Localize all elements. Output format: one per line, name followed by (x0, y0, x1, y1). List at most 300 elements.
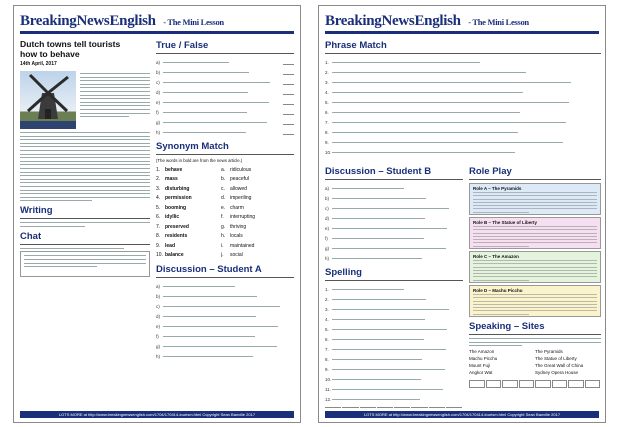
discussion-b-item (325, 243, 463, 253)
phrase-match-item (325, 97, 601, 107)
spelling-item (325, 324, 463, 334)
text-line (332, 72, 526, 73)
text-line (332, 152, 515, 153)
spelling-item-label: 10. (325, 376, 332, 382)
text-line (332, 198, 426, 199)
text-line (20, 172, 150, 173)
text-line (24, 259, 146, 260)
section-heading-true-false: True / False (156, 40, 209, 51)
discussion-b-item (325, 193, 463, 203)
true-false-item-text (163, 122, 283, 123)
phrase-match-item-label: 4. (325, 89, 329, 95)
discussion-b-list (325, 183, 463, 263)
spelling-item-text (332, 339, 463, 340)
discussion-b-item-text (332, 228, 463, 229)
text-line (473, 192, 597, 193)
discussion-b-item-label: e) (325, 225, 330, 231)
text-line (163, 102, 269, 103)
article-title: Dutch towns tell tourists how to behave (20, 39, 121, 59)
speaking-site: The Statue of Liberty (535, 355, 577, 361)
section-heading-discussion-b: Discussion – Student B (325, 166, 432, 177)
spelling-item-text (332, 379, 463, 380)
answer-blank[interactable] (283, 59, 294, 65)
synonym-table (156, 165, 294, 260)
discussion-a-item (156, 281, 294, 291)
text-line (163, 62, 229, 63)
synonym-number: 4. (156, 195, 161, 202)
text-line (163, 132, 246, 133)
synonym-row (156, 251, 294, 261)
synonym-number: 6. (156, 214, 161, 221)
synonym-match: thriving (230, 223, 247, 230)
discussion-b-item (325, 233, 463, 243)
phrase-match-item-text (332, 122, 601, 123)
phrase-match-item-label: 8. (325, 129, 329, 135)
text-line (163, 356, 253, 357)
text-line (332, 349, 446, 350)
text-line (332, 92, 523, 93)
phrase-match-item (325, 147, 601, 157)
synonym-match: social (230, 252, 243, 259)
true-false-item (156, 67, 294, 77)
synonym-row (156, 203, 294, 213)
text-line (473, 239, 597, 240)
role-card (469, 183, 601, 215)
discussion-b-item-label: b) (325, 195, 330, 201)
role-play-cards (469, 183, 601, 317)
text-line (80, 84, 150, 85)
text-line (163, 286, 235, 287)
discussion-b-item-label: d) (325, 215, 330, 221)
text-line (163, 346, 277, 347)
phrase-match-item-text (332, 142, 601, 143)
synonym-word: permission (165, 195, 192, 202)
lesson-page-1 (13, 5, 301, 423)
discussion-a-item (156, 291, 294, 301)
synonym-match: peaceful (230, 176, 249, 183)
discussion-a-item-text (163, 316, 294, 317)
text-line (473, 246, 529, 247)
text-line (332, 188, 404, 189)
synonym-match: locals (230, 233, 243, 240)
text-line (163, 122, 267, 123)
answer-blank[interactable] (283, 69, 294, 75)
synonym-match: imperiling (230, 195, 252, 202)
answer-blank[interactable] (283, 109, 294, 115)
text-line (80, 98, 150, 99)
role-title: Role D – Machu Picchu (473, 288, 523, 293)
text-line (473, 260, 597, 261)
synonym-word: disturbing (165, 185, 190, 192)
spelling-item-text (332, 349, 463, 350)
text-line (332, 369, 445, 370)
phrase-match-item-label: 5. (325, 99, 329, 105)
synonym-letter: a. (221, 166, 226, 173)
synonym-word: idyllic (165, 214, 180, 221)
synonym-match: allowed (230, 185, 247, 192)
text-line (332, 82, 571, 83)
text-line (473, 307, 597, 308)
synonym-row (156, 241, 294, 251)
right-lower-column (469, 162, 601, 408)
text-line (20, 154, 150, 155)
true-false-item-label: b) (156, 69, 161, 75)
role-title: Role A – The Pyramids (473, 186, 522, 191)
text-line (20, 222, 150, 223)
text-line (332, 142, 563, 143)
discussion-a-item (156, 341, 294, 351)
spelling-item-label: 2. (325, 296, 329, 302)
discussion-b-item-text (332, 238, 463, 239)
text-line (80, 80, 150, 81)
discussion-a-item-text (163, 346, 294, 347)
text-line (80, 95, 150, 96)
phrase-match-list (325, 57, 601, 157)
text-line (20, 190, 150, 191)
text-line (473, 208, 597, 209)
exercise-column (156, 38, 294, 408)
phrase-match-item-text (332, 82, 601, 83)
text-line (20, 175, 150, 176)
windmill-photo (20, 71, 76, 129)
discussion-b-item (325, 183, 463, 193)
text-line (332, 309, 449, 310)
discussion-a-item-label: b) (156, 293, 161, 299)
text-line (20, 179, 150, 180)
discussion-b-item (325, 213, 463, 223)
text-line (80, 77, 150, 78)
text-line (20, 164, 150, 165)
phrase-match-section (325, 38, 601, 160)
spelling-item (325, 364, 463, 374)
speaking-instructions (469, 338, 601, 346)
discussion-a-item-label: h) (156, 353, 161, 359)
phrase-match-item-label: 7. (325, 119, 329, 125)
section-heading-role-play: Role Play (469, 166, 512, 177)
text-line (332, 258, 422, 259)
text-line (20, 139, 150, 140)
left-lower-column (325, 162, 463, 408)
text-line (332, 132, 518, 133)
text-line (20, 182, 150, 183)
discussion-a-item-label: a) (156, 283, 161, 289)
answer-blank[interactable] (283, 129, 294, 135)
text-line (473, 297, 597, 298)
phrase-match-item-text (332, 102, 601, 103)
discussion-b-item (325, 203, 463, 213)
discussion-a-item-label: g) (156, 343, 161, 349)
spelling-item (325, 304, 463, 314)
true-false-item (156, 57, 294, 67)
spelling-item-text (332, 369, 463, 370)
spelling-item-label: 5. (325, 326, 329, 332)
synonym-number: 10. (156, 252, 163, 259)
text-line (163, 72, 249, 73)
discussion-a-item (156, 321, 294, 331)
discussion-a-item-text (163, 356, 294, 357)
article-column (20, 38, 150, 408)
windmill-icon (20, 71, 76, 129)
text-line (163, 306, 280, 307)
discussion-a-item-text (163, 326, 294, 327)
text-line (163, 82, 270, 83)
synonym-letter: b. (221, 176, 226, 183)
speaking-site: The Great Wall of China (535, 362, 584, 368)
synonym-match: interrupting (230, 214, 256, 221)
speaking-sites-list (469, 349, 601, 377)
true-false-item (156, 77, 294, 87)
true-false-list (156, 57, 294, 137)
synonym-row (156, 232, 294, 242)
discussion-a-item-label: d) (156, 313, 161, 319)
text-line (80, 109, 150, 110)
synonym-word: mass (165, 176, 178, 183)
synonym-number: 9. (156, 242, 161, 249)
phrase-match-item (325, 137, 601, 147)
text-line (20, 186, 150, 187)
section-heading-phrase-match: Phrase Match (325, 40, 387, 51)
discussion-b-item-text (332, 248, 463, 249)
text-line (332, 228, 447, 229)
spelling-item-text (332, 289, 463, 290)
text-line (473, 310, 597, 311)
text-line (332, 319, 425, 320)
discussion-b-item-text (332, 208, 463, 209)
text-line (332, 122, 566, 123)
text-line (473, 301, 597, 302)
section-heading-spelling: Spelling (325, 267, 362, 278)
synonym-match: charm (230, 204, 244, 211)
text-line (163, 296, 257, 297)
text-line (473, 212, 529, 213)
answer-table (325, 407, 463, 408)
text-line (332, 112, 520, 113)
synonym-letter: i. (221, 242, 224, 249)
synonym-row (156, 165, 294, 175)
discussion-b-item-label: f) (325, 235, 328, 241)
article-text-block (76, 71, 150, 129)
section-heading-synonym: Synonym Match (156, 141, 229, 152)
text-line (20, 157, 150, 158)
true-false-item (156, 127, 294, 137)
true-false-item-label: e) (156, 99, 161, 105)
answer-blank[interactable] (283, 99, 294, 105)
discussion-a-list (156, 281, 294, 361)
discussion-a-item (156, 311, 294, 321)
page-banner (325, 13, 599, 34)
text-line (332, 379, 421, 380)
true-false-item-text (163, 92, 283, 93)
synonym-match: ridiculous (230, 166, 252, 173)
discussion-a-item-text (163, 286, 294, 287)
discussion-a-item-text (163, 306, 294, 307)
spelling-item-label: 1. (325, 286, 329, 292)
synonym-letter: c. (221, 185, 225, 192)
phrase-match-item-label: 6. (325, 109, 329, 115)
text-line (473, 270, 597, 271)
synonym-word: balance (165, 252, 184, 259)
text-line (20, 146, 150, 147)
spelling-item-text (332, 399, 463, 400)
true-false-item (156, 97, 294, 107)
synonym-word: booming (165, 204, 187, 211)
section-heading-discussion-a: Discussion – Student A (156, 264, 262, 275)
phrase-match-item-label: 9. (325, 139, 329, 145)
phrase-match-item-label: 2. (325, 69, 329, 75)
phrase-match-item-label: 10. (325, 149, 332, 155)
text-line (80, 116, 129, 117)
page-banner (20, 13, 294, 34)
text-line (163, 112, 247, 113)
text-line (469, 345, 522, 346)
text-line (20, 132, 150, 133)
synonym-word: behave (165, 166, 183, 173)
phrase-match-item (325, 127, 601, 137)
text-line (473, 314, 529, 315)
writing-text (20, 222, 150, 227)
phrase-match-item (325, 77, 601, 87)
true-false-item-label: d) (156, 89, 161, 95)
text-line (20, 136, 150, 137)
phrase-match-item (325, 117, 601, 127)
true-false-item-text (163, 112, 283, 113)
speaking-site: Sydney Opera House (535, 369, 579, 375)
speaking-site: Machu Picchu (469, 355, 498, 361)
synonym-number: 1. (156, 166, 161, 173)
text-line (20, 248, 124, 249)
text-line (332, 238, 424, 239)
discussion-b-item-text (332, 258, 463, 259)
discussion-a-item-label: f) (156, 333, 159, 339)
true-false-item-label: g) (156, 119, 161, 125)
text-line (24, 255, 146, 256)
text-line (20, 200, 92, 201)
true-false-item-label: c) (156, 79, 160, 85)
text-line (163, 92, 248, 93)
page-footer: LOTS MORE at http://www.breakingnewsenglish.com/1704/170414-tourism.html Copyright Sean Banville 2017 (20, 411, 294, 418)
discussion-b-item-label: g) (325, 245, 330, 251)
spelling-item (325, 354, 463, 364)
phrase-match-item-label: 1. (325, 59, 329, 65)
synonym-word: residents (165, 233, 188, 240)
discussion-a-item-text (163, 296, 294, 297)
discussion-b-item (325, 223, 463, 233)
brand-logo: BreakingNewsEnglish - The Mini Lesson (20, 13, 224, 29)
answer-blank[interactable] (283, 119, 294, 125)
text-line (332, 289, 404, 290)
discussion-a-item-label: c) (156, 303, 160, 309)
synonym-letter: h. (221, 233, 226, 240)
chat-word-box (20, 251, 150, 277)
phrase-match-item-text (332, 112, 601, 113)
discussion-a-item-text (163, 336, 294, 337)
true-false-item-label: h) (156, 129, 161, 135)
text-line (473, 233, 597, 234)
spelling-item-text (332, 329, 463, 330)
phrase-match-item (325, 67, 601, 77)
synonym-letter: e. (221, 204, 226, 211)
text-line (163, 336, 255, 337)
synonym-match: maintained (230, 242, 255, 249)
text-line (469, 338, 601, 339)
text-line (80, 87, 150, 88)
text-line (473, 263, 597, 264)
text-line (473, 236, 597, 237)
phrase-match-item-text (332, 72, 601, 73)
phrase-match-item (325, 107, 601, 117)
text-line (332, 248, 446, 249)
text-line (332, 339, 424, 340)
spelling-item (325, 374, 463, 384)
text-line (80, 91, 150, 92)
spelling-item (325, 344, 463, 354)
text-line (24, 266, 97, 267)
text-line (20, 143, 150, 144)
text-line (20, 150, 150, 151)
text-line (80, 73, 150, 74)
text-line (473, 195, 597, 196)
text-line (163, 326, 278, 327)
spelling-item-text (332, 299, 463, 300)
spelling-item-label: 8. (325, 356, 329, 362)
discussion-b-item-label: h) (325, 255, 330, 261)
discussion-b-item-text (332, 198, 463, 199)
synonym-letter: j. (221, 252, 224, 259)
role-title: Role C – The Amazon (473, 254, 519, 259)
spelling-item (325, 384, 463, 394)
speaking-site: The Pyramids (535, 348, 563, 354)
text-line (332, 359, 422, 360)
text-line (473, 276, 597, 277)
answer-blank[interactable] (283, 79, 294, 85)
section-heading-writing: Writing (20, 205, 53, 217)
text-line (80, 105, 150, 106)
synonym-number: 5. (156, 204, 161, 211)
phrase-match-item-text (332, 152, 601, 153)
synonym-letter: d. (221, 195, 226, 202)
role-card (469, 251, 601, 283)
spelling-item-label: 6. (325, 336, 329, 342)
section-heading-chat: Chat (20, 230, 42, 242)
page-footer: LOTS MORE at http://www.breakingnewsenglish.com/1704/170414-tourism.html Copyright Sean Banville 2017 (325, 411, 599, 418)
text-line (473, 280, 529, 281)
synonym-number: 8. (156, 233, 161, 240)
spelling-item-text (332, 359, 463, 360)
answer-blank[interactable] (283, 89, 294, 95)
text-line (332, 299, 426, 300)
synonym-note: (The words in bold are from the news article.) (156, 158, 243, 163)
role-card (469, 285, 601, 317)
synonym-row (156, 175, 294, 185)
answer-table (469, 380, 601, 388)
text-line (473, 202, 597, 203)
synonym-letter: f. (221, 214, 224, 221)
text-line (20, 161, 150, 162)
spelling-item (325, 314, 463, 324)
discussion-b-item-label: c) (325, 205, 329, 211)
true-false-item (156, 87, 294, 97)
true-false-item (156, 107, 294, 117)
spelling-item-label: 7. (325, 346, 329, 352)
discussion-a-item (156, 351, 294, 361)
text-line (332, 399, 420, 400)
role-title: Role B – The Statue of Liberty (473, 220, 538, 225)
true-false-item-label: f) (156, 109, 159, 115)
spelling-item (325, 294, 463, 304)
discussion-a-item (156, 331, 294, 341)
role-card (469, 217, 601, 249)
section-heading-speaking: Speaking – Sites (469, 321, 545, 332)
